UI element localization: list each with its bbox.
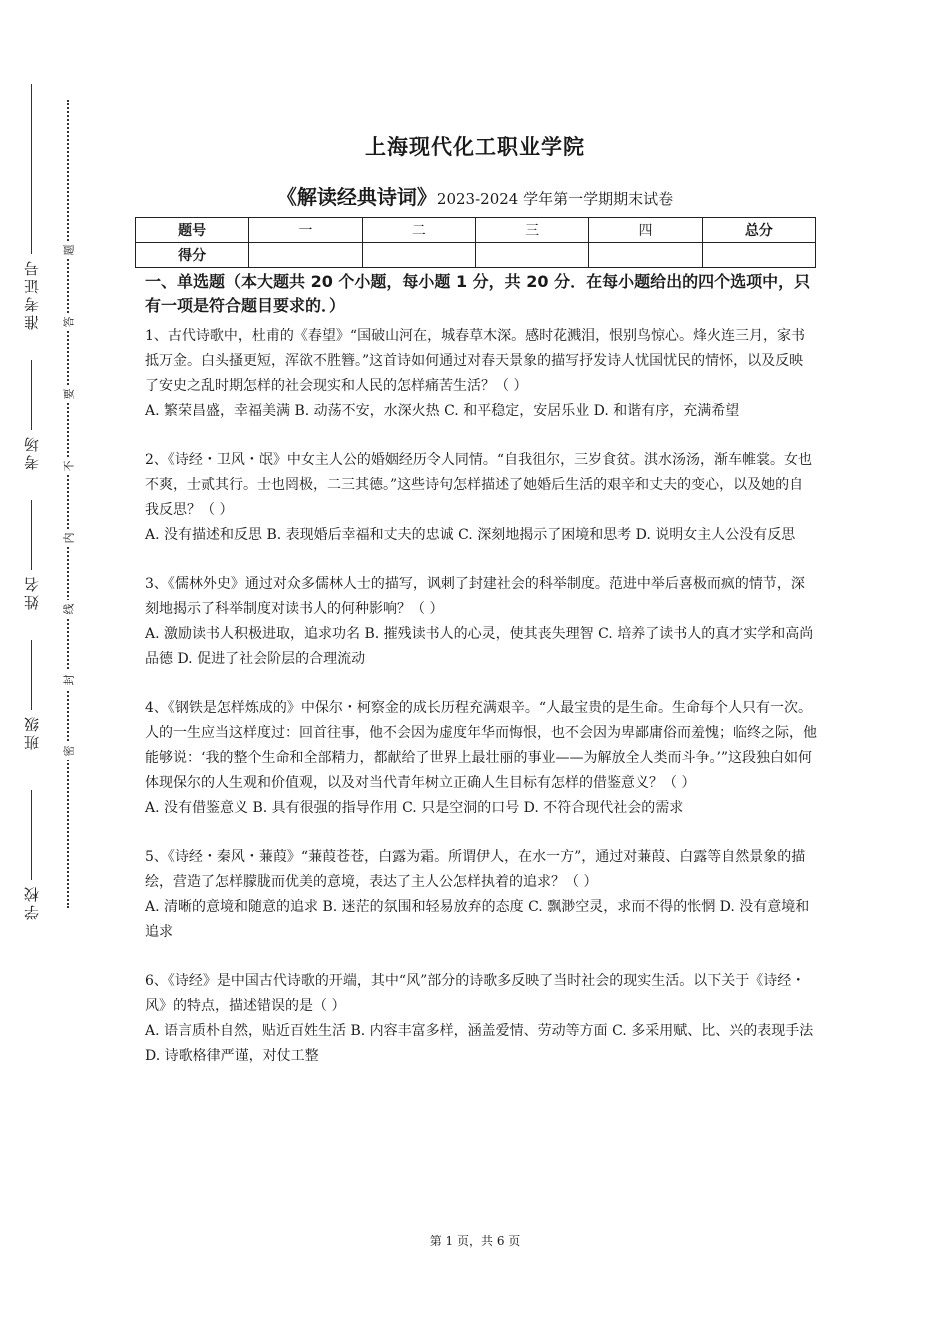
seal-char: 要 — [59, 385, 77, 403]
question-item — [145, 969, 817, 1069]
question-item — [145, 448, 817, 548]
seal-char: 答 — [59, 313, 77, 331]
score-cell[interactable] — [702, 243, 815, 268]
question-item — [145, 696, 817, 821]
question-options: A. 清晰的意境和随意的追求 B. 迷茫的氛围和轻易放弃的态度 C. 飘渺空灵，求而不得的怅惘 D. 没有意境和追求 — [145, 899, 810, 940]
question-options: A. 没有描述和反思 B. 表现婚后幸福和丈夫的忠诚 C. 深刻地揭示了困境和思考 D. 说明女主人公没有反思 — [145, 527, 796, 543]
seal-char: 密 — [59, 742, 77, 760]
name-label: 姓名 — [22, 574, 41, 610]
question-stem: 2、《诗经・卫风・氓》中女主人公的婚姻经历令人同情。“自我徂尔，三岁食贫。淇水汤汤，渐车帷裳。女也不爽，士贰其行。士也罔极，二三其德。”这些诗句怎样描述了她婚后生活的艰辛和丈夫的变心，以及她的自我反思？（ ） — [145, 452, 813, 518]
school-label: 学校 — [22, 884, 41, 920]
table-header-cell: 四 — [589, 218, 702, 243]
seal-char: 封 — [59, 671, 77, 689]
table-header-cell: 二 — [362, 218, 475, 243]
score-cell[interactable] — [362, 243, 475, 268]
score-row-label: 得分 — [136, 243, 249, 268]
table-header-cell: 总分 — [702, 218, 815, 243]
exam-number-line — [31, 84, 32, 254]
exam-room-label: 考场 — [22, 434, 41, 470]
name-field — [16, 500, 46, 610]
question-options: A. 语言质朴自然，贴近百姓生活 B. 内容丰富多样，涵盖爱情、劳动等方面 C. 多采用赋、比、兴的表现手法 D. 诗歌格律严谨，对仗工整 — [145, 1023, 814, 1064]
score-cell[interactable] — [475, 243, 588, 268]
course-name: 《解读经典诗词》 — [276, 185, 437, 209]
seal-char: 内 — [59, 529, 77, 547]
seal-char: 题 — [59, 241, 77, 259]
school-field — [16, 790, 46, 920]
section-heading: 一、单选题（本大题共 20 个小题，每小题 1 分，共 20 分．在每小题给出的四个选项中，只有一项是符合题目要求的．） — [145, 272, 811, 315]
question-item — [145, 324, 817, 424]
table-header-cell: 一 — [249, 218, 362, 243]
question-options: A. 繁荣昌盛，幸福美满 B. 动荡不安，水深火热 C. 和平稳定，安居乐业 D. 和谐有序，充满希望 — [145, 403, 740, 419]
seal-char: 线 — [59, 600, 77, 618]
page-footer: 第 1 页，共 6 页 — [429, 1234, 521, 1248]
score-cell[interactable] — [589, 243, 702, 268]
exam-content — [145, 270, 817, 1093]
question-options: A. 没有借鉴意义 B. 具有很强的指导作用 C. 只是空洞的口号 D. 不符合现代社会的需求 — [145, 800, 684, 816]
score-table — [135, 217, 816, 268]
exam-term: 2023-2024 学年第一学期期末试卷 — [436, 190, 674, 208]
class-label: 班级 — [22, 714, 41, 750]
table-header-cell: 三 — [475, 218, 588, 243]
exam-number-label: 准考证号 — [22, 258, 41, 330]
school-title: 上海现代化工职业学院 — [365, 135, 585, 159]
question-stem: 3、《儒林外史》通过对众多儒林人士的描写，讽刺了封建社会的科举制度。范进中举后喜极而疯的情节，深刻地揭示了科举制度对读书人的何种影响？（ ） — [145, 576, 805, 617]
table-header-cell: 题号 — [136, 218, 249, 243]
class-line — [31, 640, 32, 710]
class-field — [16, 640, 46, 750]
question-stem: 1、古代诗歌中，杜甫的《春望》“国破山河在，城春草木深。感时花溅泪，恨别鸟惊心。烽火连三月，家书抵万金。白头搔更短，浑欲不胜簪。”这首诗如何通过对春天景象的描写抒发诗人忧国忧民的情怀，以及反映了安史之乱时期怎样的社会现实和人民的怎样痛苦生活？（ ） — [145, 328, 806, 394]
seal-char: 不 — [59, 457, 77, 475]
score-table-row — [136, 243, 816, 268]
exam-title — [0, 181, 950, 210]
question-stem: 5、《诗经・秦风・蒹葭》“蒹葭苍苍，白露为霜。所谓伊人，在水一方”，通过对蒹葭、白露等自然景象的描绘，营造了怎样朦胧而优美的意境，表达了主人公怎样执着的追求？（ ） — [145, 849, 806, 890]
score-table-header-row — [136, 218, 816, 243]
exam-room-field — [16, 360, 46, 470]
question-stem: 6、《诗经》是中国古代诗歌的开端，其中“风”部分的诗歌多反映了当时社会的现实生活。以下关于《诗经・风》的特点，描述错误的是（ ） — [145, 973, 806, 1014]
question-item — [145, 572, 817, 672]
name-line — [31, 500, 32, 570]
question-options: A. 激励读书人积极进取，追求功名 B. 摧残读书人的心灵，使其丧失理智 C. 培养了读书人的真才实学和高尚品德 D. 促进了社会阶层的合理流动 — [145, 626, 814, 667]
question-item — [145, 845, 817, 945]
question-stem: 4、《钢铁是怎样炼成的》中保尔・柯察金的成长历程充满艰辛。“人最宝贵的是生命。生命每个人只有一次。人的一生应当这样度过：回首往事，他不会因为虚度年华而悔恨，也不会因为卑鄙庸俗而羞愧；临终之际，他能够说：‘我的整个生命和全部精力，都献给了世界上最壮丽的事业——为解放全人类而斗争。’”这段独白如何体现保尔的人生观和价值观，以及对当代青年树立正确人生目标有怎样的借鉴意义？（ ） — [145, 700, 817, 791]
seal-dotted-line — [67, 100, 69, 908]
school-line — [31, 790, 32, 880]
score-cell[interactable] — [249, 243, 362, 268]
exam-room-line — [31, 360, 32, 430]
